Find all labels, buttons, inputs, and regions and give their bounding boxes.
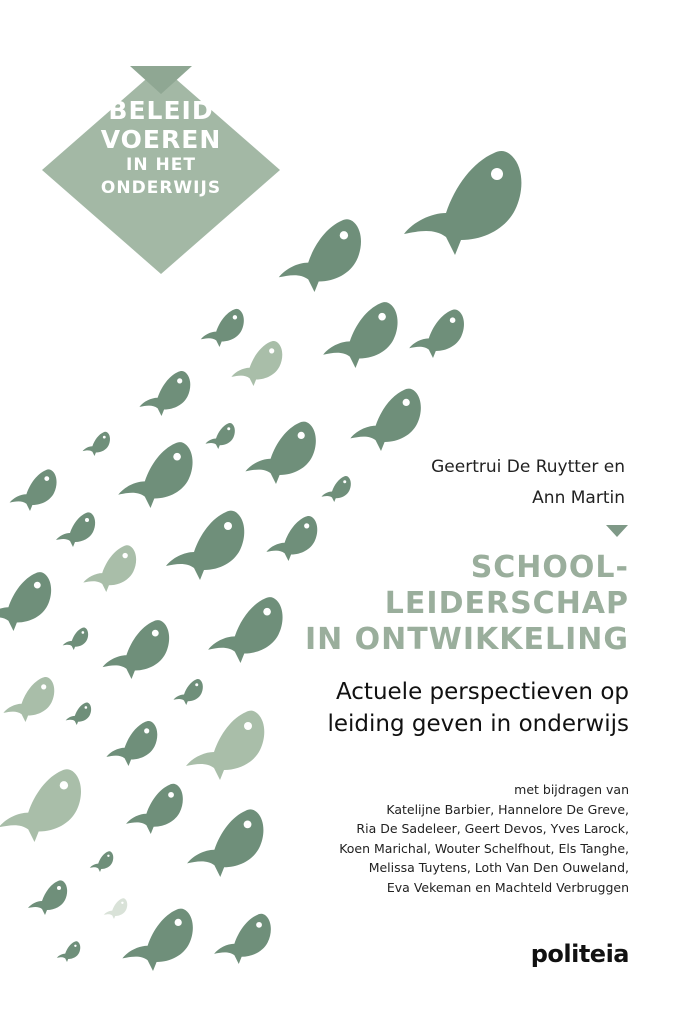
contributors: [269, 780, 629, 897]
contributors-line: Melissa Tuytens, Loth Van Den Ouweland,: [368, 860, 629, 875]
fish-icon: [409, 309, 464, 358]
series-line-4: ONDERWIJS: [100, 178, 222, 198]
subtitle-line-1: Actuele perspectieven op: [335, 679, 629, 705]
fish-icon: [28, 880, 67, 915]
fish-icon: [83, 545, 136, 592]
series-line-3: IN HET: [126, 155, 196, 175]
book-title: [209, 550, 629, 658]
fish-icon: [90, 851, 113, 872]
fish-icon: [83, 432, 110, 456]
triangle-marker-icon: [606, 525, 628, 537]
subtitle-line-2: leiding geven in onderwijs: [327, 711, 629, 737]
contributors-line: Katelijne Barbier, Hannelore De Greve,: [386, 801, 629, 817]
author-line-1: Geertrui De Ruytter en: [431, 457, 625, 477]
fish-icon: [63, 627, 88, 650]
contributors-line: Eva Vekeman en Machteld Verbruggen: [386, 879, 629, 895]
fish-icon: [126, 784, 183, 834]
fish-icon: [103, 620, 170, 679]
contributors-line: Koen Marichal, Wouter Schelfhout, Els Tanghe,: [339, 840, 629, 856]
fish-icon: [279, 219, 361, 292]
title-line-1: SCHOOL-: [470, 550, 629, 585]
fish-icon: [56, 512, 95, 547]
authors: [305, 452, 625, 514]
fish-icon: [206, 423, 235, 449]
title-line-3: IN ONTWIKKELING: [304, 622, 629, 657]
fish-icon: [10, 469, 57, 511]
fish-icon: [0, 769, 81, 842]
fish-icon: [231, 341, 282, 386]
fish-icon: [187, 809, 263, 877]
fish-icon: [66, 702, 91, 725]
fish-icon: [350, 389, 420, 451]
fish-icon: [404, 151, 521, 255]
title-line-2: LEIDERSCHAP: [384, 586, 629, 621]
fish-icon: [323, 302, 397, 368]
fish-icon: [104, 898, 127, 919]
series-line-2: VOEREN: [100, 125, 222, 154]
book-subtitle: [169, 676, 629, 740]
fish-icon: [139, 371, 190, 416]
publisher-logo: politeia: [530, 940, 629, 968]
author-line-2: Ann Martin: [532, 488, 625, 508]
contributors-line: Ria De Sadeleer, Geert Devos, Yves Larock,: [356, 821, 629, 836]
fish-icon: [118, 442, 192, 508]
series-line-1: BELEID: [108, 96, 214, 125]
fish-icon: [106, 721, 157, 766]
fish-icon: [3, 677, 54, 722]
fish-icon: [0, 572, 51, 631]
fish-icon: [214, 914, 271, 964]
fish-icon: [57, 941, 80, 962]
contributors-intro: met bijdragen van: [514, 782, 629, 797]
series-label: [76, 96, 246, 200]
fish-icon: [122, 909, 192, 971]
fish-icon: [201, 309, 244, 347]
